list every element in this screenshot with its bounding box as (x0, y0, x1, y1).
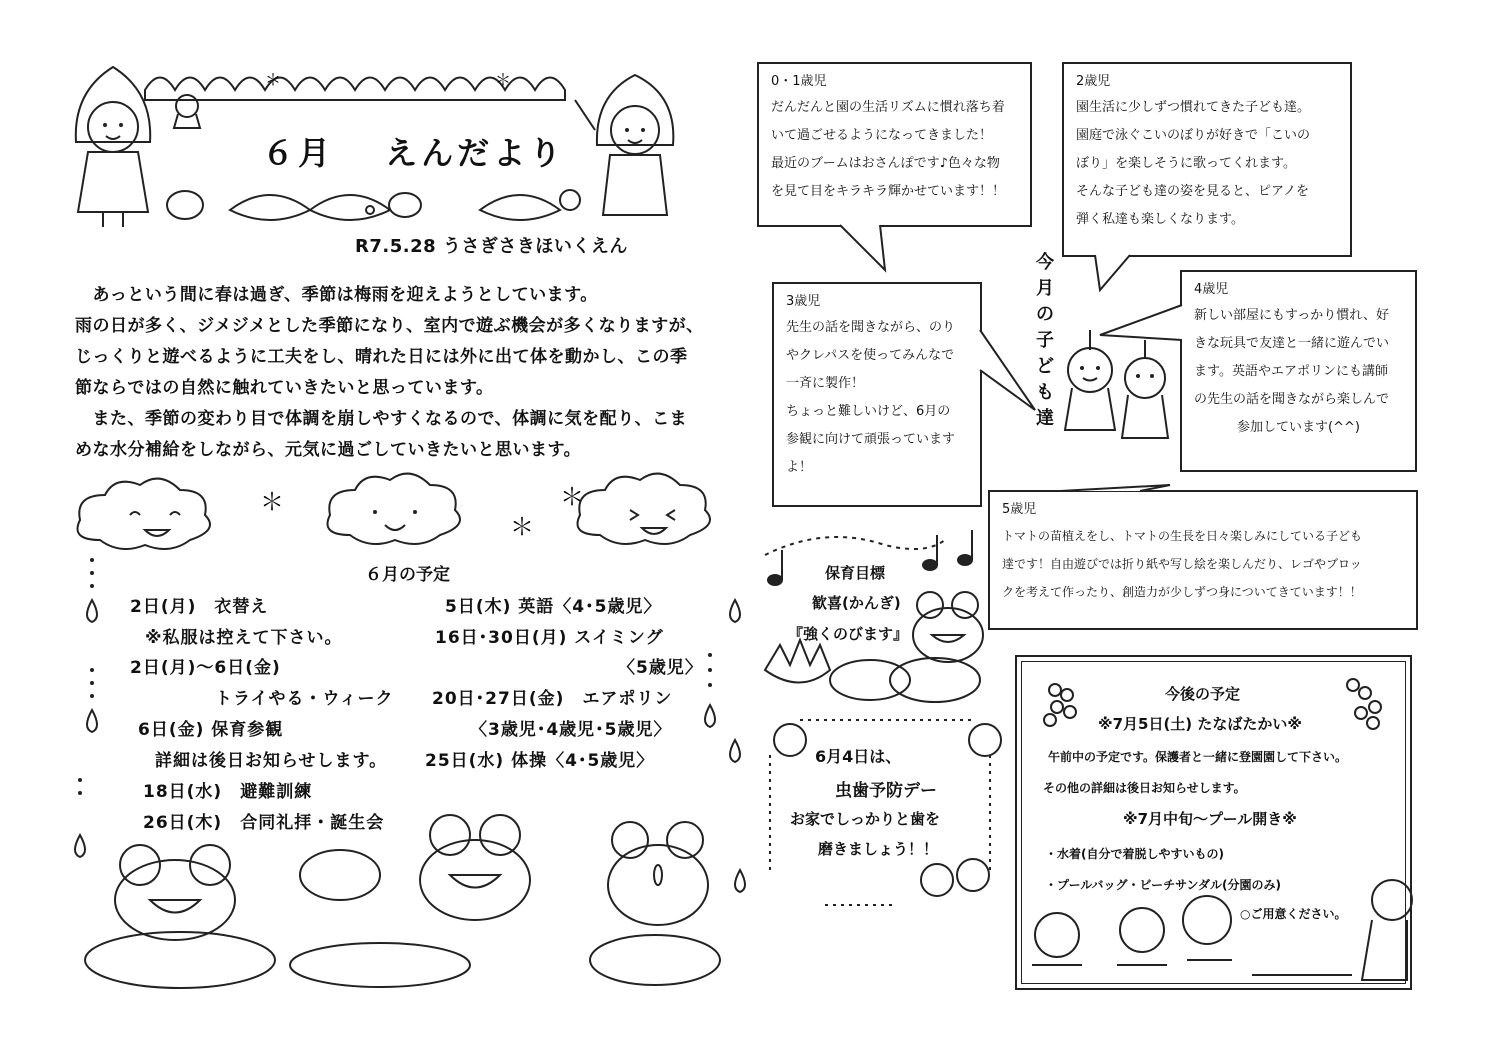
schedule-right-item: 〈5歳児〉 (618, 658, 703, 678)
bubble-line: 園生活に少しずつ慣れてきた子ども達。 (1076, 100, 1311, 115)
bubble-line: を見て目をキラキラ輝かせています！！ (771, 184, 1006, 199)
bubble-line: の先生の話を聞きながら楽しんで (1194, 392, 1390, 407)
newsletter-title: ６月 えんだより (262, 134, 566, 172)
bubble-line: 最近のブームはおさんぽです♪色々な物 (771, 156, 1000, 171)
schedule-left-item: 2日(月) 衣替え (130, 597, 269, 617)
speech-bubble-age4 (1180, 270, 1417, 472)
bubble-line: ちょっと難しいけど、6月の (786, 404, 951, 419)
raincoat-child-right-illustration (585, 70, 695, 230)
speech-bubble-age01 (757, 62, 1032, 227)
intro-line: また、季節の変わり目で体調を崩しやすくなるので、体調に気を配り、こま (75, 409, 688, 429)
intro-line: じっくりと遊べるように工夫をし、晴れた日には外に出て体を動かし、この季 (75, 347, 688, 367)
bubble-line: 弾く私達も楽しくなります。 (1076, 212, 1244, 227)
future-item2: ・プールバッグ・ビーチサンダル(分園のみ) (1045, 878, 1281, 892)
teru-teru-bozu-small-illustration (170, 92, 204, 132)
future-event1: ※7月5日(土) たなばたかい※ (1098, 715, 1302, 733)
bubble-line: そんな子ども達の姿を見ると、ピアノを (1076, 184, 1309, 199)
svg-text:＊: ＊ (510, 513, 534, 541)
speech-bubble-age3 (772, 282, 982, 507)
bubble-heading: 2歳児 (1076, 74, 1111, 89)
frog-with-lotus-illustration (760, 585, 985, 710)
children-title-vertical (1030, 250, 1060, 432)
dental-title: 虫歯予防デー (835, 781, 937, 801)
future-title: 今後の予定 (1165, 685, 1241, 703)
bubble-line: だんだんと園の生活リズムに慣れ落ち着 (771, 100, 1005, 115)
raincoat-child-left-illustration (68, 62, 158, 232)
schedule-right-item: 25日(水) 体操〈4･5歳児〉 (425, 751, 655, 771)
children-title-char: 今 (1036, 252, 1054, 273)
speech-bubble-age2 (1062, 62, 1352, 257)
bubble-line: ます。英語やエアポリンにも講師 (1194, 364, 1388, 379)
frogs-on-lily-pads-illustration (70, 815, 730, 995)
goal-line1: 歓喜(かんぎ) (812, 594, 901, 612)
bubble-heading: 5歳児 (1002, 502, 1037, 517)
bubble-line: よ！ (786, 460, 813, 475)
bubble-line: 新しい部屋にもすっかり慣れ、好 (1194, 308, 1390, 323)
schedule-right-item: 16日･30日(月) スイミング (435, 628, 664, 648)
schedule-right-item: 5日(木) 英語〈4･5歳児〉 (445, 597, 662, 617)
children-title-char: 月 (1036, 278, 1054, 299)
leaves-frog-snail-decoration (160, 180, 600, 230)
future-item1: ・水着(自分で着脱しやすいもの) (1045, 847, 1224, 861)
bubble-line: 先生の話を聞きながら、のり (786, 320, 956, 335)
children-and-teacher-illustration (1022, 870, 1412, 990)
schedule-left-item: ※私服は控えて下さい。 (145, 628, 343, 648)
goal-line2: 『強くのびます』 (788, 625, 909, 643)
bubble-tail (1095, 255, 1155, 295)
future-note: ○ご用意ください。 (1240, 907, 1347, 921)
future-line2: その他の詳細は後日お知らせします。 (1043, 781, 1246, 795)
bubble-line: いて過ごせるようになってきました！ (771, 128, 993, 143)
schedule-left-item: 詳細は後日お知らせします。 (155, 751, 388, 771)
schedule-left-item: 6日(金) 保育参観 (138, 720, 284, 740)
bubble-heading: 3歳児 (786, 294, 821, 309)
intro-line: 節ならではの自然に触れていきたいと思っています。 (75, 378, 494, 398)
bubble-line: 園庭で泳ぐこいのぼりが好きで「こいの (1076, 128, 1311, 143)
bubble-line: 参加しています(^^) (1237, 420, 1360, 435)
schedule-left-item: 18日(水) 避難訓練 (143, 782, 313, 802)
bubble-line: ぼり」を楽しそうに歌ってくれます。 (1076, 156, 1296, 171)
smiling-clouds-illustration (70, 470, 750, 560)
children-title-char: 達 (1036, 408, 1054, 429)
teru-teru-bozu-pair-illustration (1060, 330, 1180, 450)
dental-line2: 磨きましょう！！ (818, 840, 939, 858)
intro-paragraph (75, 280, 735, 466)
schedule-left-item: 2日(月)〜6日(金) (130, 658, 281, 678)
dental-date: 6月4日は、 (815, 747, 902, 766)
svg-text:＊: ＊ (260, 488, 284, 516)
svg-text:＊: ＊ (560, 483, 584, 511)
intro-line: あっという間に春は過ぎ、季節は梅雨を迎えようとしています。 (75, 285, 598, 305)
bubble-heading: 0・1歳児 (771, 74, 827, 89)
bubble-line: やクレパスを使ってみんなで (786, 348, 955, 363)
children-title-char: も (1036, 382, 1054, 403)
schedule-right-item: 〈3歳児･4歳児･5歳児〉 (470, 720, 672, 740)
dental-line1: お家でしっかりと歯を (790, 810, 941, 828)
schedule-left-item: トライやる・ウィーク (215, 689, 394, 709)
date-school-name: R7.5.28 うさぎさきほいくえん (355, 236, 628, 257)
bubble-line: 参観に向けて頑張っています (786, 432, 956, 447)
schedule-left-item: 26日(木) 合同礼拝・誕生会 (143, 813, 385, 833)
svg-text:＊: ＊ (265, 70, 282, 89)
bubble-line: 達です！自由遊びでは折り紙や写し絵を楽しんだり、レゴやブロッ (1002, 557, 1362, 571)
intro-line: めな水分補給をしながら、元気に過ごしていきたいと思います。 (75, 440, 582, 460)
intro-line: 雨の日が多く、ジメジメとした季節になり、室内で遊ぶ機会が多くなりますが、 (75, 316, 704, 336)
bubble-line: クを考えて作ったり、創造力が少しずつ身についてきています！！ (1002, 585, 1362, 599)
bubble-tail (1060, 455, 1180, 495)
svg-text:＊: ＊ (495, 70, 512, 89)
speech-bubble-age5 (988, 490, 1418, 630)
children-title-char: の (1036, 304, 1054, 325)
goal-label: 保育目標 (825, 564, 886, 582)
bubble-line: きな玩具で友達と一緒に遊んでい (1194, 336, 1390, 351)
children-title-char: 子 (1036, 330, 1054, 351)
future-line1: 午前中の予定です。保護者と一緒に登園園して下さい。 (1048, 750, 1348, 764)
bubble-tail (840, 225, 900, 275)
children-title-char: ど (1036, 356, 1054, 377)
schedule-right-item: 20日･27日(金) エアポリン (432, 689, 673, 709)
schedule-title: ６月の予定 (365, 565, 450, 585)
future-event2: ※7月中旬〜プール開き※ (1123, 810, 1297, 828)
bubble-line: 一斉に製作！ (786, 376, 865, 391)
bubble-heading: 4歳児 (1194, 282, 1229, 297)
bubble-line: トマトの苗植えをし、トマトの生長を日々楽しみにしている子ども (1002, 529, 1363, 543)
